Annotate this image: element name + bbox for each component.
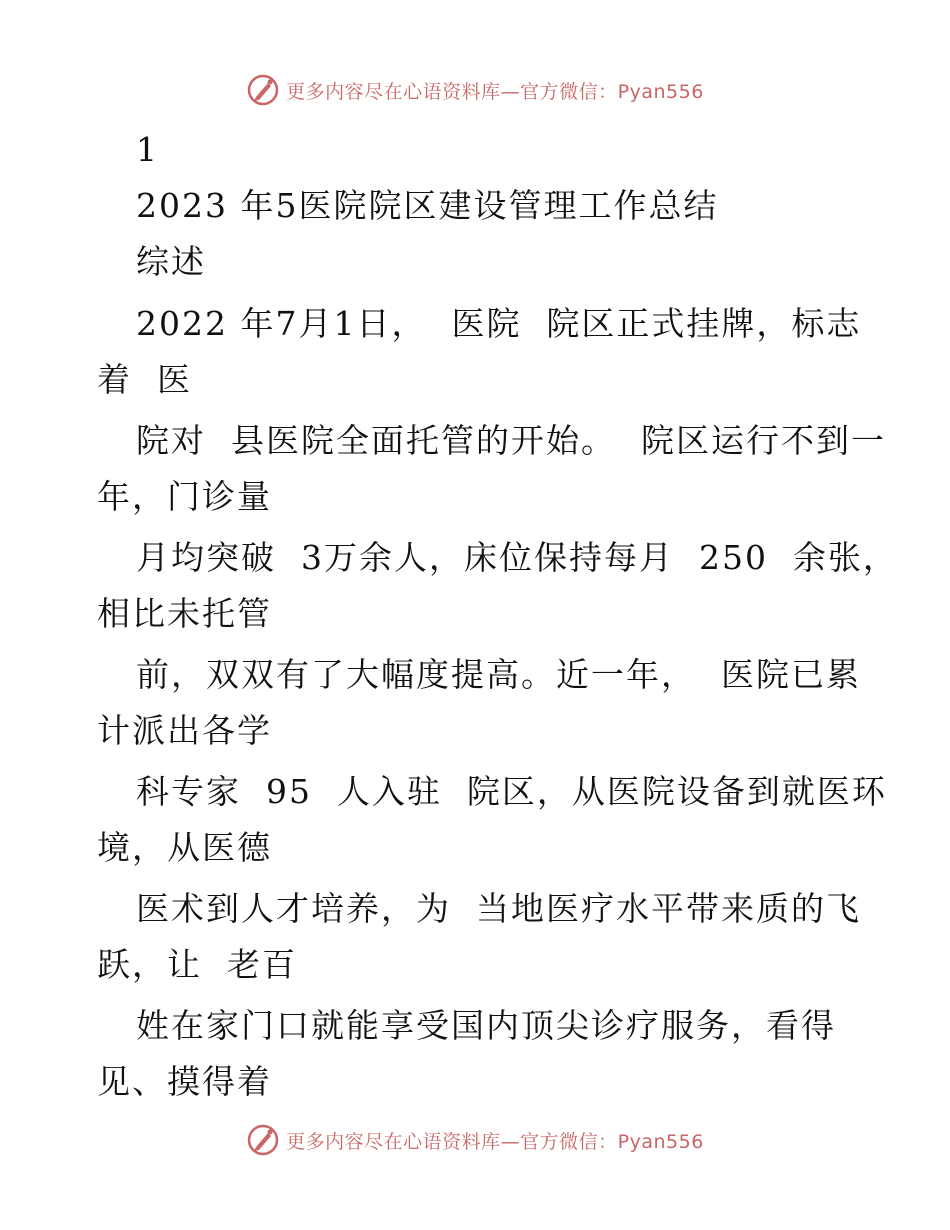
paragraph-line: 院对 县医院全面托管的开始。 院区运行不到一	[136, 421, 886, 460]
paragraph-line: 相比未托管	[97, 594, 272, 633]
paragraph-line: 跃，让 老百	[97, 945, 297, 984]
paragraph-line: 月均突破 3万余人，床位保持每月 250 余张，	[136, 538, 898, 577]
paragraph-line: 前，双双有了大幅度提高。近一年， 医院已累	[136, 655, 861, 694]
footer-watermark	[0, 1120, 950, 1160]
paragraph-line: 着 医	[97, 360, 192, 399]
pen-logo-icon	[246, 73, 280, 107]
pen-logo-icon	[246, 1123, 280, 1157]
section-heading: 综述	[136, 242, 206, 281]
paragraph-line: 见、摸得着	[97, 1062, 272, 1101]
paragraph-line: 计派出各学	[97, 711, 272, 750]
page-number: 1	[136, 130, 159, 169]
watermark-text: 更多内容尽在心语资料库—官方微信：Pyan556	[286, 1130, 704, 1153]
paragraph-line: 境，从医德	[97, 828, 272, 867]
paragraph-line: 医术到人才培养，为 当地医疗水平带来质的飞	[136, 889, 861, 928]
paragraph-line: 姓在家门口就能享受国内顶尖诊疗服务，看得	[136, 1006, 836, 1045]
paragraph-line: 科专家 95 人入驻 院区，从医院设备到就医环	[136, 772, 887, 811]
document-title: 2023 年5医院院区建设管理工作总结	[136, 186, 719, 225]
watermark-text: 更多内容尽在心语资料库—官方微信：Pyan556	[286, 80, 704, 103]
header-watermark	[0, 70, 950, 110]
paragraph-line: 年，门诊量	[97, 477, 272, 516]
paragraph-line: 2022 年7月1日， 医院 院区正式挂牌，标志	[136, 304, 862, 343]
